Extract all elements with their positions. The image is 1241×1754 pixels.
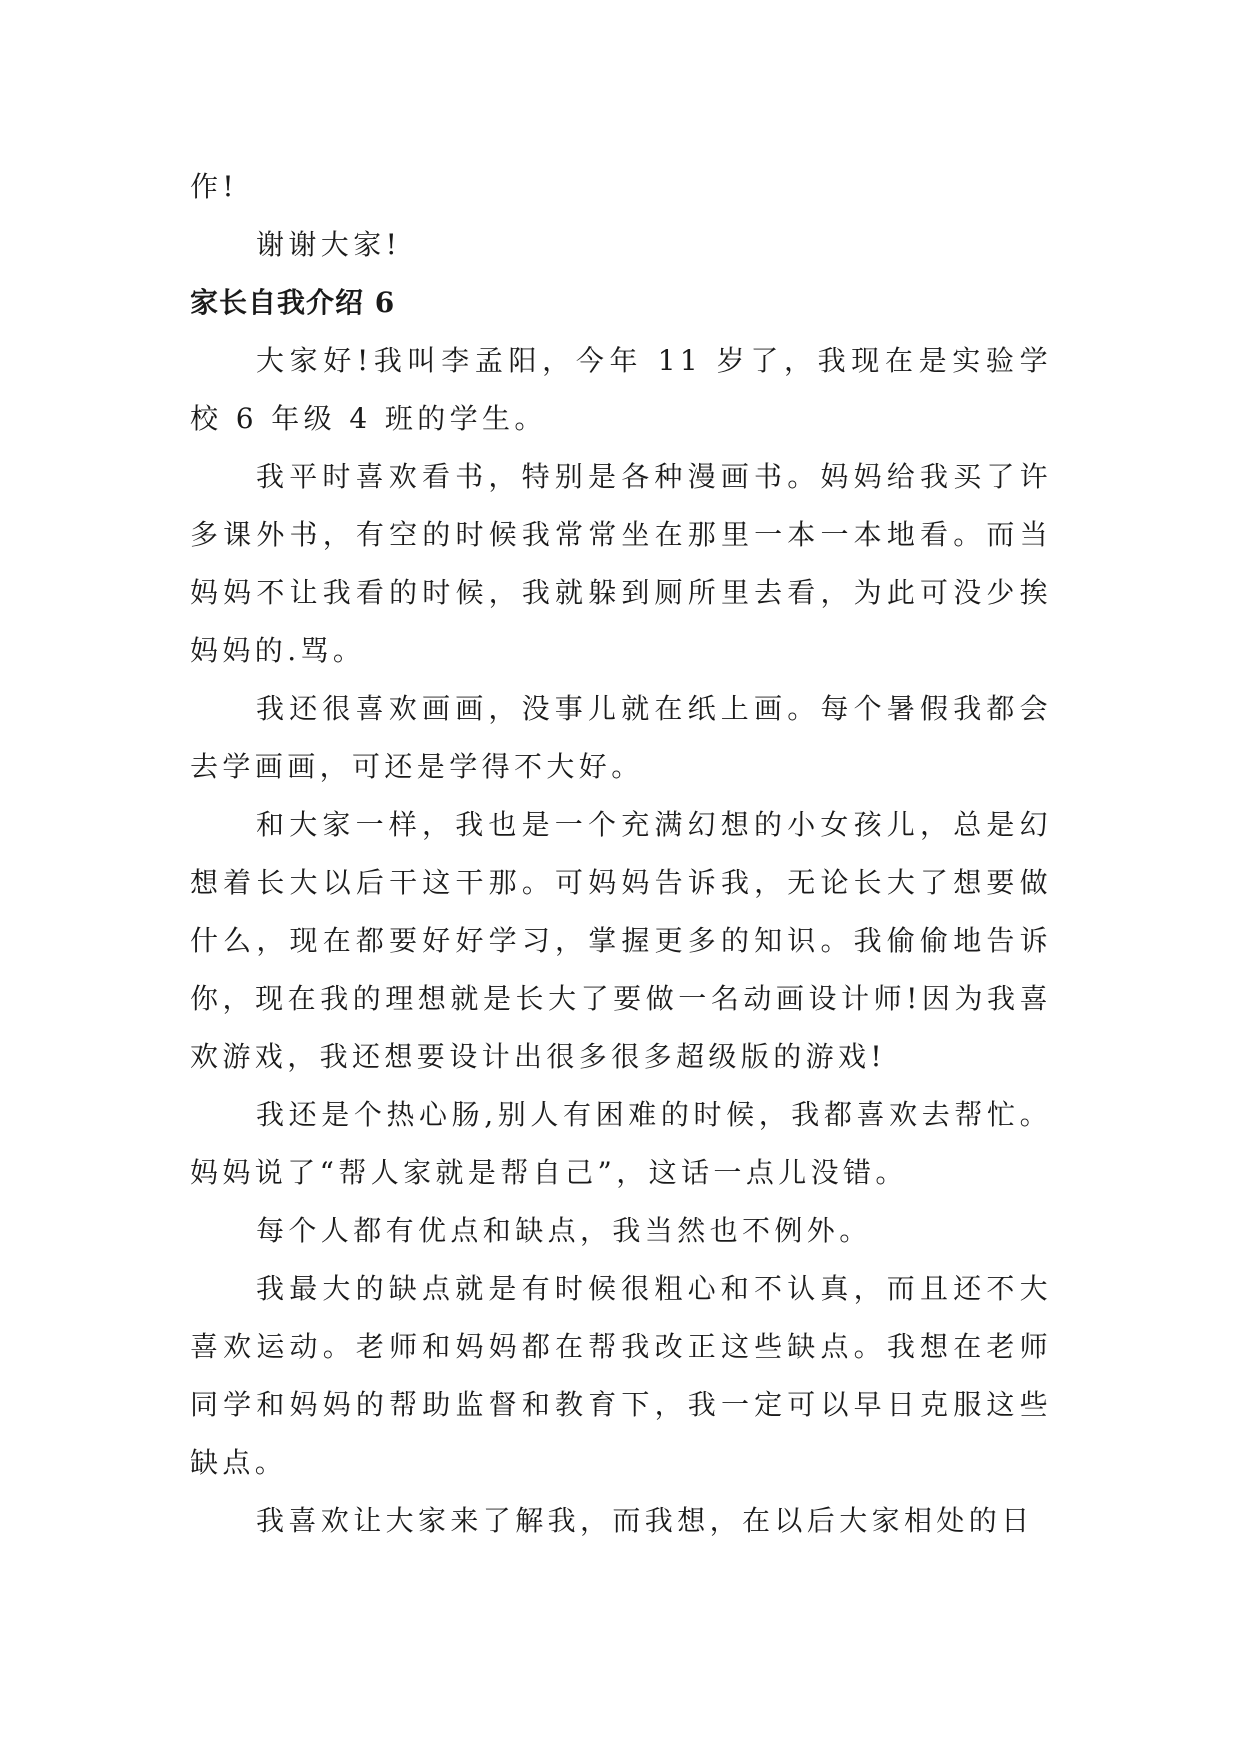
paragraph-4: 和大家一样，我也是一个充满幻想的小女孩儿，总是幻想着长大以后干这干那。可妈妈告诉我，无论长大了想要做什么，现在都要好好学习，掌握更多的知识。我偷偷地告诉你，现在我的理想就是长大了要做一名动画设计师!因为我喜欢游戏，我还想要设计出很多很多超级版的游戏! bbox=[190, 808, 1052, 1073]
paragraph-6: 每个人都有优点和缺点，我当然也不例外。 bbox=[256, 1214, 872, 1247]
paragraph-1: 大家好!我叫李孟阳，今年 11 岁了，我现在是实验学校 6 年级 4 班的学生。 bbox=[190, 344, 1052, 435]
paragraph-8: 我喜欢让大家来了解我，而我想，在以后大家相处的日 bbox=[256, 1504, 1034, 1537]
document-page bbox=[190, 158, 1052, 1550]
section-title: 家长自我介绍 6 bbox=[190, 286, 396, 319]
continuation-text: 作! bbox=[190, 170, 239, 203]
paragraph-3: 我还很喜欢画画，没事儿就在纸上画。每个暑假我都会去学画画，可还是学得不大好。 bbox=[190, 692, 1052, 783]
thanks-text: 谢谢大家! bbox=[256, 228, 402, 261]
paragraph-7: 我最大的缺点就是有时候很粗心和不认真，而且还不大喜欢运动。老师和妈妈都在帮我改正这些缺点。我想在老师同学和妈妈的帮助监督和教育下，我一定可以早日克服这些缺点。 bbox=[190, 1272, 1052, 1479]
paragraph-5: 我还是个热心肠,别人有困难的时候，我都喜欢去帮忙。妈妈说了“帮人家就是帮自己”，这话一点儿没错。 bbox=[190, 1098, 1052, 1189]
paragraph-2: 我平时喜欢看书，特别是各种漫画书。妈妈给我买了许多课外书，有空的时候我常常坐在那里一本一本地看。而当妈妈不让我看的时候，我就躲到厕所里去看，为此可没少挨妈妈的.骂。 bbox=[190, 460, 1052, 667]
